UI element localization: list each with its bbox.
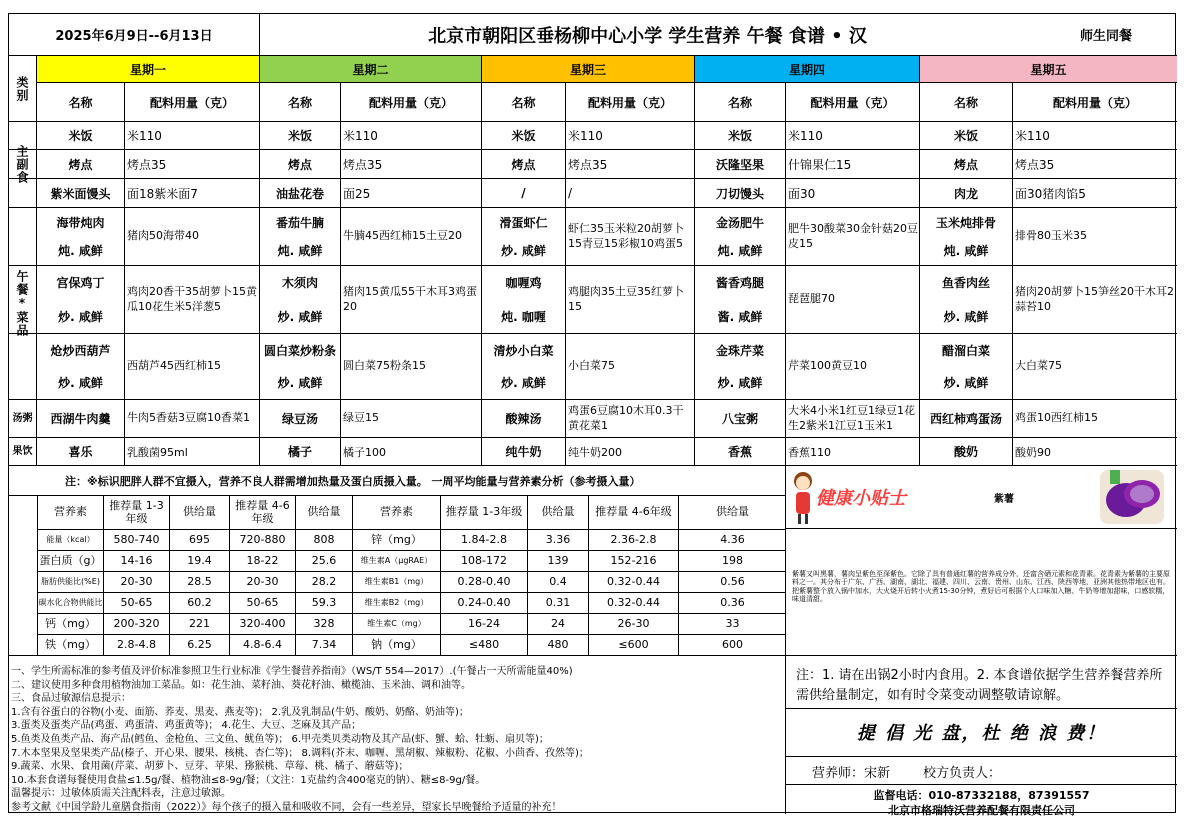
nutrition-cell: 0.31 <box>528 593 589 613</box>
fruit-label: 果饮 <box>9 438 37 465</box>
nutrition-row <box>38 551 786 572</box>
nutrition-cell: 维生素C（mg） <box>353 614 441 634</box>
allergen-note-line: 二、建议使用多种食用植物油加工菜品。如：花生油、菜籽油、葵花籽油、橄榄油、玉米油、调和油等。 <box>11 679 471 691</box>
nutrition-cell: 808 <box>296 530 353 550</box>
dish-method: 炖. 咸鲜 <box>277 244 323 259</box>
nutrition-cell: 152-216 <box>589 551 679 571</box>
soup-name: 酸辣汤 <box>482 400 566 437</box>
nutrition-cell: 16-24 <box>441 614 528 634</box>
nutrition-cell: 0.4 <box>528 572 589 592</box>
dish-row <box>9 266 1177 334</box>
nutrition-cell: 维生素A（μgRAE） <box>353 551 441 571</box>
nutrition-header: 供给量 <box>296 496 353 529</box>
nutrition-cell: 28.2 <box>296 572 353 592</box>
nutrition-cell: 28.5 <box>170 572 230 592</box>
nutrition-cell: 200-320 <box>104 614 170 634</box>
nutrition-cell: 1.84-2.8 <box>441 530 528 550</box>
staple-name: / <box>482 179 566 207</box>
nutrition-cell: 7.34 <box>296 635 353 655</box>
dish-method: 炒. 咸鲜 <box>943 309 989 324</box>
staple-name: 米饭 <box>260 122 341 149</box>
dish-amount: 肥牛30酸菜30金针菇20豆皮15 <box>786 208 920 265</box>
health-tips <box>786 466 1177 656</box>
nutrition-header: 营养素 <box>353 496 441 529</box>
soup-name: 八宝粥 <box>695 400 786 437</box>
dish-amount: 琵琶腿70 <box>786 266 920 333</box>
nutrition-cell: 108-172 <box>441 551 528 571</box>
dish-name: 炝炒西葫芦 <box>50 343 111 358</box>
nutrition-cell: 钙（mg） <box>38 614 104 634</box>
dish-name-cell <box>695 266 786 333</box>
dish-method: 炒. 咸鲜 <box>717 376 763 391</box>
dish-name: 海带炖肉 <box>56 215 105 230</box>
staple-name: 米饭 <box>695 122 786 149</box>
soup-amount: 绿豆15 <box>341 400 482 437</box>
dish-name: 咖喱鸡 <box>505 276 542 291</box>
staple-amount: 烤点35 <box>566 150 695 178</box>
purple-sweet-potato-icon <box>1100 470 1164 524</box>
staple-name: 米饭 <box>37 122 125 149</box>
nutrition-cell: 0.32-0.44 <box>589 593 679 613</box>
nutrition-cell: ≤480 <box>441 635 528 655</box>
nutrition-row <box>38 530 786 551</box>
nutrition-cell: 59.3 <box>296 593 353 613</box>
staple-amount: 面30 <box>786 179 920 207</box>
nutrition-cell: 0.28-0.40 <box>441 572 528 592</box>
dish-name-cell <box>920 208 1013 265</box>
staple-row <box>9 150 1177 179</box>
fruit-amount: 酸奶90 <box>1015 445 1051 459</box>
soup-row <box>9 400 1177 438</box>
day-wednesday: 星期三 <box>482 56 695 82</box>
dish-name-cell <box>482 208 566 265</box>
allergen-note-line: 1.含有谷蛋白的谷物(小麦、面筋、荞麦、黑麦、燕麦等)； 2.乳及乳制品(牛奶、酸奶、奶酪、奶油等)； <box>11 706 469 718</box>
soup-amount: 大米4小米1红豆1绿豆1花生2紫米1江豆1玉米1 <box>786 400 920 437</box>
dish-amount: 猪肉20胡萝卜15笋丝20干木耳2蒜苔10 <box>1015 284 1174 313</box>
allergen-note-line: 7.木本坚果及坚果类产品(榛子、开心果、腰果、核桃、杏仁等)； 8.调料(芥末、咖喱、黑胡椒、辣椒粉、花椒、小茴香、孜然等)； <box>11 747 589 759</box>
fruit-amount: 纯牛奶200 <box>566 438 695 465</box>
nutrition-header: 推荐量 1-3年级 <box>104 496 170 529</box>
dish-amount: 牛腩45西红柿15土豆20 <box>341 208 482 265</box>
nutrition-cell: 720-880 <box>230 530 296 550</box>
page-title: 北京市朝阳区垂杨柳中心小学 学生营养 午餐 食谱 • 汉 <box>428 25 867 47</box>
nutrition-cell: 20-30 <box>230 572 296 592</box>
nutrition-cell: 19.4 <box>170 551 230 571</box>
staple-name: 油盐花卷 <box>260 179 341 207</box>
soup-name: 西湖牛肉羹 <box>37 400 125 437</box>
staple-name: 米饭 <box>920 122 1013 149</box>
nutrition-cell: 198 <box>722 553 743 567</box>
staple-name: 烤点 <box>260 150 341 178</box>
dish-amount: 猪肉50海带40 <box>125 208 260 265</box>
name-header: 名称 <box>37 83 125 121</box>
dish-name: 宫保鸡丁 <box>56 276 105 291</box>
dish-method: 炒. 咸鲜 <box>58 376 103 391</box>
header-row <box>9 14 1177 56</box>
fruit-amount: 乳酸菌95ml <box>125 438 260 465</box>
staple-name: 烤点 <box>482 150 566 178</box>
staple-name: 肉龙 <box>920 179 1013 207</box>
dish-method: 炒. 咸鲜 <box>501 244 546 259</box>
meal-notice: 注：1. 请在出锅2小时内食用。2. 本食谱依据学生营养餐营养所需供给量制定，如有时令菜变动调整敬请谅解。 <box>796 668 1163 703</box>
nutrition-cell: 铁（mg） <box>38 635 104 655</box>
date-range: 2025年6月9日--6月13日 <box>9 14 260 55</box>
dish-name: 滑蛋虾仁 <box>499 215 548 230</box>
amount-header: 配料用量（克） <box>566 83 695 121</box>
dish-method: 炒. 咸鲜 <box>501 376 546 391</box>
nutrition-header: 供给量 <box>528 496 589 529</box>
allergen-note-line: 三、食品过敏源信息提示： <box>11 693 131 705</box>
nutrition-cell: 695 <box>170 530 230 550</box>
nutrition-cell: 50-65 <box>230 593 296 613</box>
fruit-row <box>9 438 1177 466</box>
dish-name-cell <box>37 334 125 399</box>
staple-amount: / <box>566 179 695 207</box>
staple-amount: 米110 <box>125 122 260 149</box>
dish-name-cell <box>920 266 1013 333</box>
dish-name-cell <box>37 266 125 333</box>
staple-amount: 面18紫米面7 <box>125 179 260 207</box>
dish-name: 金汤肥牛 <box>715 215 764 230</box>
staple-row <box>9 122 1177 150</box>
day-friday: 星期五 <box>920 56 1177 82</box>
day-tuesday: 星期二 <box>260 56 482 82</box>
nutrition-cell: 维生素B1（mg） <box>353 572 441 592</box>
staple-name: 烤点 <box>920 150 1013 178</box>
nutrition-cell: 50-65 <box>104 593 170 613</box>
dish-name-cell <box>920 334 1013 399</box>
dish-name: 金珠芹菜 <box>715 343 764 358</box>
dish-method: 炒. 咸鲜 <box>943 376 989 391</box>
amount-header: 配料用量（克） <box>125 83 260 121</box>
nutrition-header: 推荐量 4-6年级 <box>230 496 296 529</box>
name-header: 名称 <box>260 83 341 121</box>
dish-amount: 鸡腿肉35土豆35红萝卜15 <box>566 266 695 333</box>
nutrition-row <box>38 614 786 635</box>
allergen-notes <box>9 656 786 814</box>
dish-name: 玉米炖排骨 <box>935 215 996 230</box>
staple-amount: 烤点35 <box>1015 157 1055 172</box>
nutrition-header-row <box>38 496 786 530</box>
fruit-name: 香蕉 <box>695 438 786 465</box>
dish-name-cell <box>695 334 786 399</box>
dish-name-cell <box>482 334 566 399</box>
nutrition-header: 推荐量 4-6年级 <box>589 496 679 529</box>
nutrition-row <box>38 635 786 656</box>
staple-amount: 米110 <box>341 122 482 149</box>
nutrition-cell: 221 <box>170 614 230 634</box>
nutrition-header: 推荐量 1-3年级 <box>441 496 528 529</box>
soup-name: 西红柿鸡蛋汤 <box>920 400 1013 437</box>
allergen-note-line: 3.蛋类及蛋类产品(鸡蛋、鸡蛋清、鸡蛋黄等)； 4.花生、大豆、芝麻及其产品； <box>11 720 362 732</box>
nutrition-cell: 328 <box>296 614 353 634</box>
nutrition-header: 营养素 <box>38 496 104 529</box>
nutrition-cell: 14-16 <box>104 551 170 571</box>
dishes-label: 午餐*菜品 <box>9 208 37 400</box>
nutrition-cell: 0.56 <box>720 574 745 588</box>
staple-name: 米饭 <box>482 122 566 149</box>
dish-method: 酱. 咸鲜 <box>717 309 763 324</box>
dish-amount: 芹菜100黄豆10 <box>786 334 920 399</box>
column-header-row <box>9 83 1177 122</box>
nutrition-cell: 24 <box>528 614 589 634</box>
name-header: 名称 <box>920 83 1013 121</box>
nutrition-table <box>37 496 785 656</box>
amount-header: 配料用量（克） <box>341 83 482 121</box>
soup-label: 汤粥 <box>9 400 37 437</box>
nutrition-cell: 3.36 <box>528 530 589 550</box>
allergen-note-line: 10.本套食谱每餐使用食盐≤1.5g/餐、植物油≤8-9g/餐；（文注：1克盐约含400毫克的钠）、糖≤8-9g/餐。 <box>11 774 486 786</box>
staple-name: 刀切馒头 <box>695 179 786 207</box>
staple-name: 沃隆坚果 <box>695 150 786 178</box>
tip-topic: 紫薯 <box>994 494 1014 505</box>
name-header: 名称 <box>482 83 566 121</box>
days-row <box>9 56 1177 83</box>
allergen-note-line: 5.鱼类及鱼类产品、海产品(鳕鱼、金枪鱼、三文鱼、鱿鱼等)； 6.甲壳类贝类动物及其产品(虾、蟹、蛤、牡蛎、扇贝等)； <box>11 734 549 745</box>
dish-name: 圆白菜炒粉条 <box>263 343 336 358</box>
staple-amount: 烤点35 <box>341 150 482 178</box>
nutrition-cell: 2.36-2.8 <box>589 530 679 550</box>
staple-amount: 面30猪肉馅5 <box>1015 186 1086 201</box>
hotline: 监督电话：010-87332188，87391557 <box>873 789 1090 802</box>
day-thursday: 星期四 <box>695 56 920 82</box>
dish-amount: 西葫芦45西红柿15 <box>125 334 260 399</box>
dish-amount: 虾仁35玉米粒20胡萝卜15青豆15彩椒10鸡蛋5 <box>566 208 695 265</box>
dish-amount: 大白菜75 <box>1015 359 1062 373</box>
allergen-note-line: 9.蔬菜、水果、食用菌(芹菜、胡萝卜、豆芽、苹果、猕猴桃、草莓、桃、橘子、蘑菇等)； <box>11 761 409 773</box>
shared-meal-note: 师生同餐 <box>1079 29 1132 44</box>
dish-method: 炖. 咸鲜 <box>943 244 989 259</box>
fruit-amount: 橘子100 <box>341 438 482 465</box>
nutrition-cell: 0.32-0.44 <box>589 572 679 592</box>
dish-name-cell <box>260 208 341 265</box>
nutrition-cell: 能量（kcal） <box>38 530 104 550</box>
soup-amount: 鸡蛋6豆腐10木耳0.3干黄花菜1 <box>566 400 695 437</box>
staple-amount: 米110 <box>566 122 695 149</box>
fruit-name: 酸奶 <box>920 438 1013 465</box>
fruit-name: 喜乐 <box>37 438 125 465</box>
nutrition-cell: 脂肪供能比(%E) <box>38 572 104 592</box>
right-footer <box>786 656 1177 817</box>
nutrition-cell: 蛋白质（g） <box>38 551 104 571</box>
staple-row <box>9 179 1177 208</box>
nutrition-cell: 4.36 <box>720 532 745 546</box>
nutrition-cell: 480 <box>528 635 589 655</box>
dish-amount: 鸡肉20香干35胡萝卜15黄瓜10花生米5洋葱5 <box>125 266 260 333</box>
nutrition-header: 供给量 <box>170 496 230 529</box>
dish-method: 炖. 咸鲜 <box>58 244 103 259</box>
dish-name-cell <box>695 208 786 265</box>
dish-method: 炒. 咸鲜 <box>277 376 323 391</box>
staple-name: 烤点 <box>37 150 125 178</box>
nutrition-cell: 20-30 <box>104 572 170 592</box>
nutrition-cell: 0.24-0.40 <box>441 593 528 613</box>
staples-label: 主副食 <box>9 122 37 208</box>
nutrition-cell: 33 <box>725 616 740 630</box>
allergen-note-line: 参考文献《中国学龄儿童膳食指南（2022）》每个孩子的摄入量和吸收不同，会有一些差异，望家长早晚餐给予适量的补充！ <box>11 802 562 813</box>
day-monday: 星期一 <box>37 56 260 82</box>
soup-amount: 鸡蛋10西红柿15 <box>1015 411 1098 425</box>
allergen-note-line: 温馨提示：过敏体质需关注配料表，注意过敏源。 <box>11 788 231 800</box>
dish-amount: 圆白菜75粉条15 <box>341 334 482 399</box>
category-label: 类别 <box>9 56 37 122</box>
health-tip-badge: 健康小贴士 <box>816 488 906 509</box>
dish-name: 鱼香肉丝 <box>941 276 990 291</box>
dish-amount: 猪肉15黄瓜55干木耳3鸡蛋20 <box>341 266 482 333</box>
dish-name-cell <box>260 266 341 333</box>
dish-name: 酱香鸡腿 <box>715 276 764 291</box>
soup-name: 绿豆汤 <box>260 400 341 437</box>
nutrition-row <box>38 593 786 614</box>
dish-name: 清炒小白菜 <box>493 343 554 358</box>
nutrition-cell: 4.8-6.4 <box>230 635 296 655</box>
nutrition-cell: 2.8-4.8 <box>104 635 170 655</box>
name-header: 名称 <box>695 83 786 121</box>
dish-name-cell <box>482 266 566 333</box>
dish-name: 木须肉 <box>281 276 318 291</box>
dietitian: 营养师：宋新 校方负责人： <box>812 765 1002 781</box>
nutrition-section <box>9 466 786 656</box>
dish-row <box>9 334 1177 400</box>
tip-text: 紫薯又叫黑薯，薯肉呈紫色至深紫色。它除了具有普通红薯的营养成分外，还富含硒元素和花青素。花青素为紫薯的主要原料之一。其分布于广东、广西、湖南、湖北、福建、四川、云南、贵州、山东、江西、陕西等地，亚洲其他热带地区也有。把紫薯整个放入锅中加水，大火烧开后转小火煮15-30分钟，煮好后可根据个人口味加入糖、牛奶等增加甜味，口感软糯，味道清甜。 <box>792 570 1170 604</box>
menu-sheet <box>8 13 1176 817</box>
nutrition-cell: 18-22 <box>230 551 296 571</box>
staple-name: 紫米面馒头 <box>37 179 125 207</box>
nutrition-cell: 25.6 <box>296 551 353 571</box>
allergen-note-line: 一、学生所需标准的参考值及评价标准参照卫生行业标准《学生餐营养指南》（WS/T 554—2017）.(午餐占一天所需能量40%) <box>11 666 573 677</box>
fruit-name: 纯牛奶 <box>482 438 566 465</box>
staple-amount: 米110 <box>786 122 920 149</box>
staple-amount: 面25 <box>341 179 482 207</box>
dish-amount: 排骨80玉米35 <box>1015 229 1087 243</box>
nutrition-cell: 维生素B2（mg） <box>353 593 441 613</box>
nutrition-cell: 580-740 <box>104 530 170 550</box>
soup-amount: 牛肉5香菇3豆腐10香菜1 <box>125 400 260 437</box>
nutrition-header: 供给量 <box>716 505 749 519</box>
dish-row <box>9 208 1177 266</box>
nutrition-cell: 锌（mg） <box>353 530 441 550</box>
dish-method: 炒. 咸鲜 <box>58 309 103 324</box>
cartoon-girl-icon <box>790 470 816 526</box>
staple-amount: 米110 <box>1015 129 1050 143</box>
amount-header: 配料用量（克） <box>1052 95 1137 110</box>
nutrition-cell: 碳水化合物供能比 <box>38 593 104 613</box>
nutrition-note: 注：※标识肥胖人群不宜摄入，营养不良人群需增加热量及蛋白质摄入量。 一周平均能量与营养素分析（参考摄入量） <box>9 466 785 496</box>
fruit-name: 橘子 <box>260 438 341 465</box>
dish-amount: 小白菜75 <box>566 334 695 399</box>
nutrition-cell: 320-400 <box>230 614 296 634</box>
nutrition-cell: 6.25 <box>170 635 230 655</box>
fruit-amount: 香蕉110 <box>786 438 920 465</box>
dish-name: 番茄牛腩 <box>275 215 324 230</box>
dish-method: 炒. 咸鲜 <box>277 309 323 324</box>
nutrition-cell: 600 <box>722 637 743 651</box>
nutrition-cell: ≤600 <box>589 635 679 655</box>
dish-method: 炖. 咖喱 <box>501 309 546 324</box>
nutrition-row <box>38 572 786 593</box>
nutrition-cell: 60.2 <box>170 593 230 613</box>
nutrition-cell: 26-30 <box>589 614 679 634</box>
dish-method: 炖. 咸鲜 <box>717 244 763 259</box>
slogan: 提 倡 光 盘，杜 绝 浪 费！ <box>856 723 1107 744</box>
staple-amount: 烤点35 <box>125 150 260 178</box>
nutrition-cell: 139 <box>528 551 589 571</box>
staple-amount: 什锦果仁15 <box>786 150 920 178</box>
amount-header: 配料用量（克） <box>786 83 920 121</box>
dish-name: 醋溜白菜 <box>941 343 990 358</box>
dish-name-cell <box>260 334 341 399</box>
nutrition-cell: 0.36 <box>720 595 745 609</box>
nutrition-cell: 钠（mg） <box>353 635 441 655</box>
company-name: 北京市格瑞特沃营养配餐有限责任公司 <box>888 804 1075 817</box>
dish-name-cell <box>37 208 125 265</box>
